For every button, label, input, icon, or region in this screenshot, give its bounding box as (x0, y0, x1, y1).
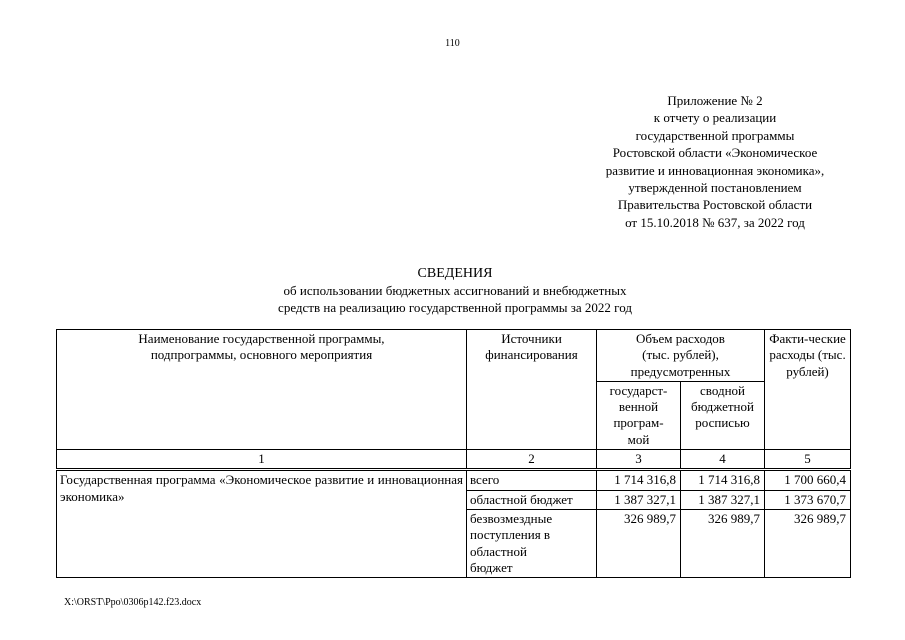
actual-amount: 1 700 660,4 (765, 470, 851, 490)
table-header-row (57, 330, 851, 382)
column-number: 3 (597, 450, 681, 470)
source-cell: всего (467, 470, 597, 490)
document-subtitle: об использовании бюджетных ассигнований и внебюджетных (283, 283, 627, 298)
column-number: 5 (765, 450, 851, 470)
budget-amount: 326 989,7 (681, 509, 765, 577)
appendix-line: утвержденной постановлением (628, 180, 802, 196)
appendix-block (585, 92, 845, 231)
header-planned-budget: сводной бюджетной росписью (681, 381, 765, 449)
appendix-line: Правительства Ростовской области (617, 197, 813, 213)
budget-amount: 1 387 327,1 (681, 490, 765, 509)
document-title: СВЕДЕНИЯ (417, 266, 493, 281)
appendix-line: государственной программы (635, 127, 795, 143)
column-number: 4 (681, 450, 765, 470)
header-actual: Факти-ческие расходы (тыс. рублей) (765, 330, 851, 450)
file-path-footer: X:\ORST\Ppo\0306p142.f23.docx (64, 597, 202, 608)
header-name: Наименование государственной программы, подпрограммы, основного мероприятия (57, 330, 467, 450)
header-planned: Объем расходов (тыс. рублей), предусмотренных (597, 330, 765, 382)
appendix-line: Ростовской области «Экономическое (612, 145, 818, 161)
appendix-line: от 15.10.2018 № 637, за 2022 год (625, 214, 805, 230)
appendix-line: к отчету о реализации (653, 110, 777, 126)
appendix-line: развитие и инновационная экономика», (605, 162, 825, 178)
column-number-row (57, 450, 851, 470)
document-subtitle-2: средств на реализацию государственной программы за 2022 год (278, 300, 632, 315)
column-number: 2 (467, 450, 597, 470)
header-planned-program: государст-венной програм-мой (597, 381, 681, 449)
budget-amount: 1 714 316,8 (681, 470, 765, 490)
program-name: Государственная программа «Экономическое развитие и инновационная экономика» (57, 470, 467, 578)
source-cell: областной бюджет (467, 490, 597, 509)
actual-amount: 1 373 670,7 (765, 490, 851, 509)
program-amount: 1 714 316,8 (597, 470, 681, 490)
program-amount: 326 989,7 (597, 509, 681, 577)
budget-table (56, 329, 851, 578)
header-source: Источники финансирования (467, 330, 597, 450)
actual-amount: 326 989,7 (765, 509, 851, 577)
source-cell: безвозмездные поступления в областной бюджет (467, 509, 597, 577)
appendix-line: Приложение № 2 (667, 93, 763, 108)
page-number: 110 (445, 38, 460, 49)
table-row (57, 470, 851, 490)
program-amount: 1 387 327,1 (597, 490, 681, 509)
column-number: 1 (57, 450, 467, 470)
